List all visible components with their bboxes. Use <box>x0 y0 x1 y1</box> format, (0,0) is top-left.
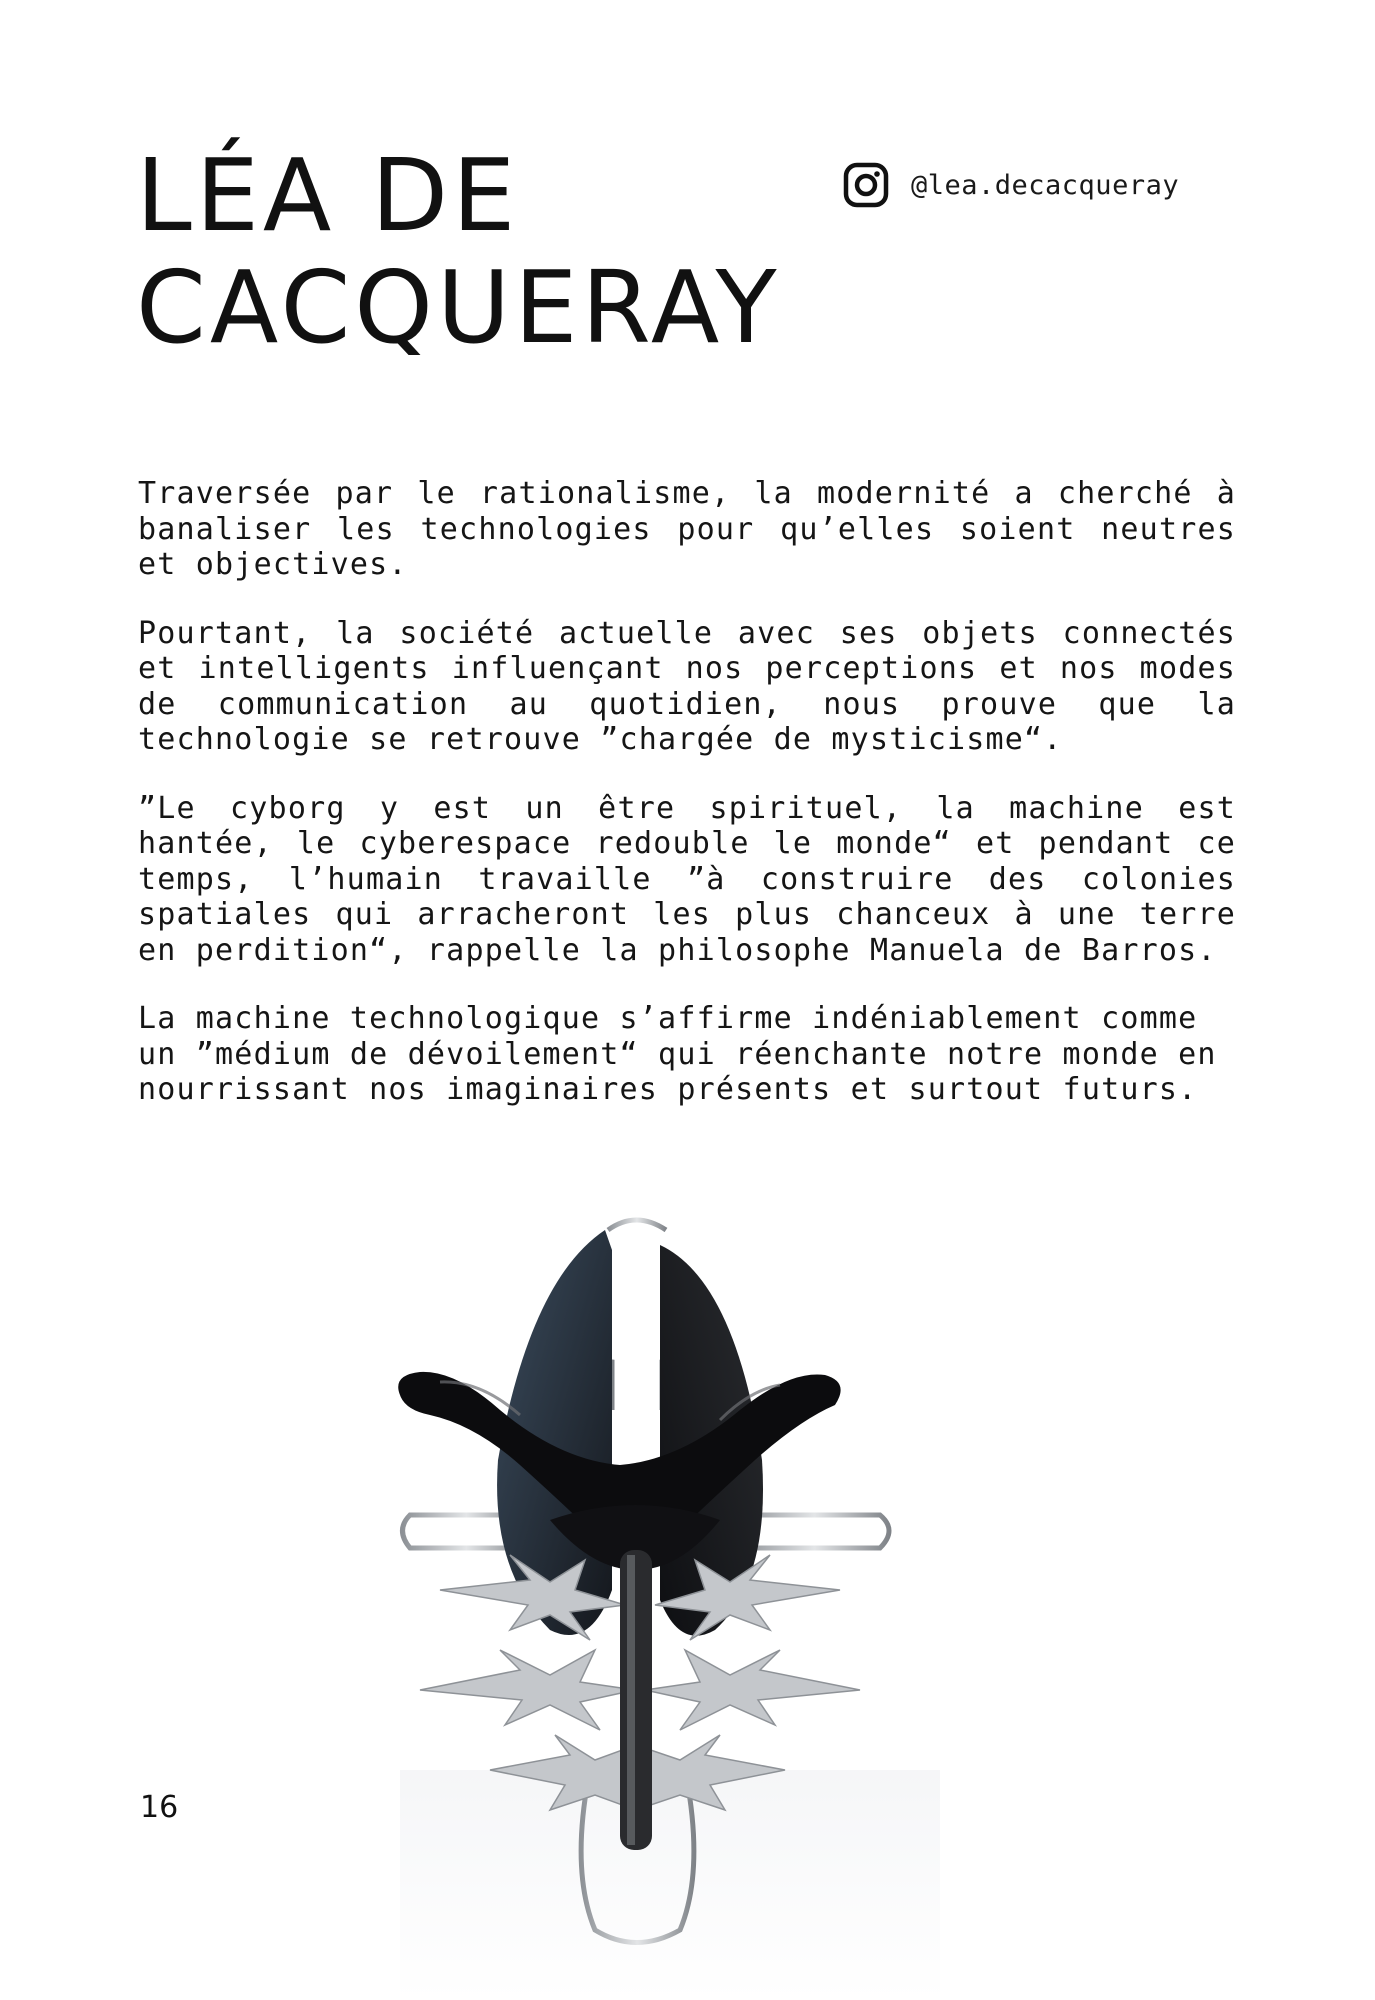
paragraph-1: Traversée par le rationalisme, la modernité a cherché à banaliser les technologies pour qu’elles soient neutres et objectives. <box>138 476 1236 582</box>
page-title <box>136 137 856 366</box>
title-line-2: CACQUERAY <box>136 249 781 366</box>
article-body <box>138 476 1236 1141</box>
instagram-icon <box>843 162 889 208</box>
title-line-1: LÉA DE <box>136 137 520 254</box>
paragraph-3: ”Le cyborg y est un être spirituel, la machine est hantée, le cyberespace redouble le monde“ et pendant ce temps, l’humain travaille ”à construire des colonies spatiales qui arracheront les plus chanceux à une terre en perdition“, rappelle la philosophe Manuela de Barros. <box>138 790 1236 968</box>
instagram-handle: @lea.decacqueray <box>911 169 1180 201</box>
page-number: 16 <box>140 1790 179 1825</box>
instagram-link[interactable] <box>843 162 1179 208</box>
paragraph-2: Pourtant, la société actuelle avec ses objets connectés et intelligents influençant nos perceptions et nos modes de communication au quotidien, nous prouve que la technologie se retrouve ”chargée de mysticisme“. <box>138 615 1236 757</box>
paragraph-4: La machine technologique s’affirme indéniablement comme un ”médium de dévoilement“ qui réenchante notre monde en nourrissant nos imaginaires présents et surtout futurs. <box>138 1001 1217 1107</box>
sculpture-image <box>380 1210 960 2000</box>
